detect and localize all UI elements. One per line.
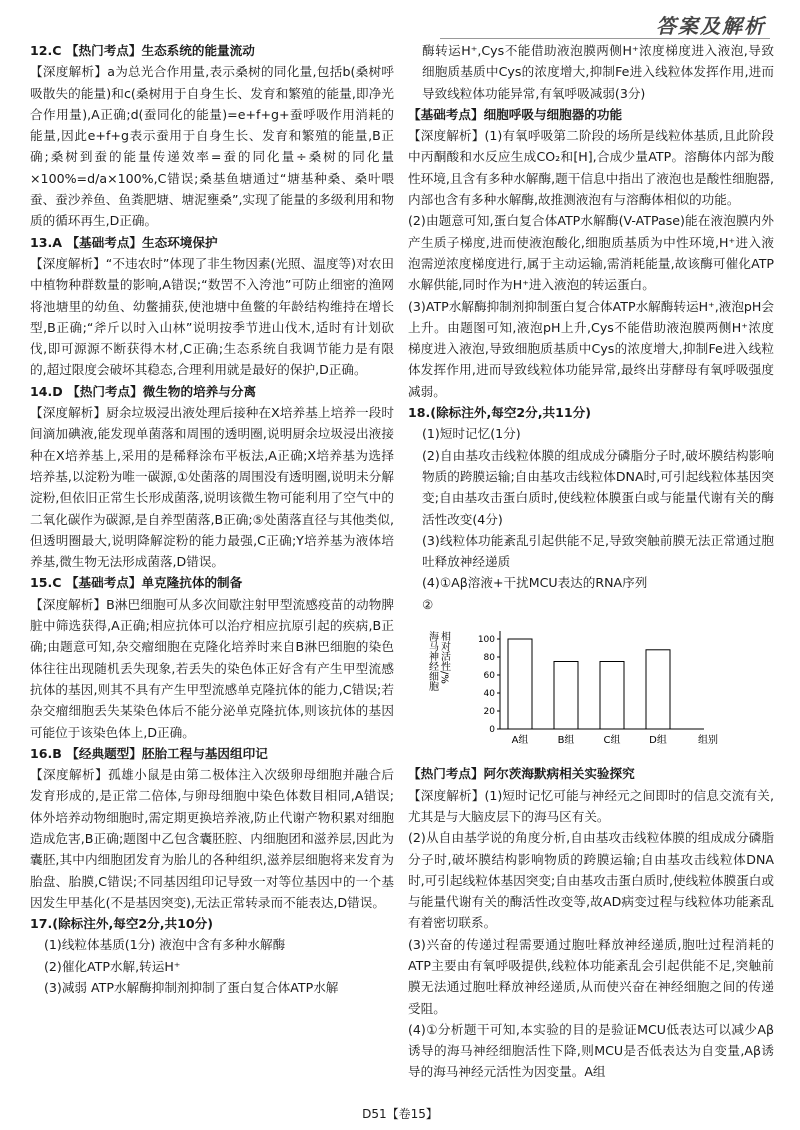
q18-answer-2: (2)自由基攻击线粒体膜的组成成分磷脂分子时,破坏膜结构影响物质的跨膜运输;自由基攻击线粒体DNA时,可引起线粒体基因突变;自由基攻击蛋白质时,使线粒体膜蛋白或与能量代谢有关的酶活性改变(4分) bbox=[422, 447, 774, 527]
q18-answer-4-1: (4)①Aβ溶液+干扰MCU表达的RNA序列 bbox=[422, 575, 648, 591]
x-tick-label: A组 bbox=[511, 735, 529, 747]
q18-heading: 18.(除标注外,每空2分,共11分) bbox=[408, 405, 592, 421]
bar bbox=[508, 639, 532, 729]
q12-heading: 12.C 【热门考点】生态系统的能量流动 bbox=[30, 43, 255, 58]
q18-topic: 【热门考点】阿尔茨海默病相关实验探究 bbox=[408, 766, 635, 782]
q13-analysis: 【深度解析】“不违农时”体现了非生物因素(光照、温度等)对农田中植物种群数量的影响,A错误;“数罟不入洿池”可防止细密的渔网将池塘里的幼鱼、幼鳖捕获,使池塘中鱼鳖的年龄结构维持在增长型,B正确;“斧斤以时入山林”说明按季节进山伐木,适时有计划砍伐,即可源源不断获得木材,C正确;生态系统自我调节能力是有限的,超过限度会破坏其稳态,合理利用就是最好的保护,D正确。 bbox=[30, 255, 394, 378]
y-tick-label: 0 bbox=[489, 725, 495, 736]
header-rule bbox=[440, 38, 770, 39]
y-axis-label-cont: 相对活性/% bbox=[438, 631, 450, 684]
q15-analysis: 【深度解析】B淋巴细胞可从多次间歇注射甲型流感疫苗的动物脾脏中筛选获得,A正确;相应抗体可以治疗相应抗原引起的疾病,B正确;由题意可知,杂交瘤细胞在克隆化培养时来自B淋巴细胞的染色体往往出现随机丢失现象,若丢失的染色体正好含有产生甲型流感抗体的基因,则其不具有产生甲型流感单克隆抗体的能力,C错误;若杂交瘤细胞丢失某染色体后不能分泌单克隆抗体,则该抗体的基因可能位于该染色体上,D正确。 bbox=[30, 596, 394, 740]
y-tick-label: 100 bbox=[477, 635, 495, 646]
bar-chart bbox=[422, 617, 718, 755]
q18-answer-3: (3)线粒体功能紊乱引起供能不足,导致突触前膜无法正常通过胞吐释放神经递质 bbox=[422, 532, 774, 570]
x-tick-label: B组 bbox=[557, 735, 575, 747]
page-header-title: 答案及解析 bbox=[656, 14, 766, 38]
y-tick-label: 60 bbox=[483, 671, 495, 682]
q17-answer-3: (3)减弱 ATP水解酶抑制剂抑制了蛋白复合体ATP水解 bbox=[44, 980, 339, 996]
q17-answer-3-cont: 酶转运H⁺,Cys不能借助液泡膜两侧H⁺浓度梯度进入液泡,导致细胞质基质中Cys的浓度增大,抑制Fe进入线粒体发挥作用,进而导致线粒体功能异常,有氧呼吸减弱(3分) bbox=[422, 43, 774, 101]
bar bbox=[554, 662, 578, 730]
q12-analysis: 【深度解析】a为总光合作用量,表示桑树的同化量,包括b(桑树呼吸散失的能量)和c(桑树用于自身生长、发育和繁殖的能量,即净光合作用量),A正确;d(蚕同化的能量)=e+f+g+蚕呼吸作用消耗的能量,因此e+f+g表示蚕用于自身生长、发育和繁殖的能量,B正确;桑树到蚕的能量传递效率=蚕的同化量÷桑树的同化量×100%=d/a×100%,C错误;桑基鱼塘通过“塘基种桑、桑叶喂蚕、蚕沙养鱼、鱼粪肥塘、塘泥壅桑”,实现了能量的多级利用和物质的循环再生,D正确。 bbox=[30, 64, 394, 229]
x-axis-label: 组别 bbox=[698, 735, 718, 747]
q14-analysis: 【深度解析】厨余垃圾浸出液处理后接种在X培养基上培养一段时间滴加碘液,能发现单菌落和周围的透明圈,说明厨余垃圾浸出液接种在X培养基上,采用的是稀释涂布平板法,A正确;X培养基为选择培养基,以淀粉为唯一碳源,①处菌落的周围没有透明圈,说明未分解淀粉,但依旧正常生长形成菌落,说明该微生物可能利用了空气中的二氧化碳作为碳源,是自养型菌落,B正确;⑤处菌落直径与其他类似,但透明圈最大,说明降解淀粉的能力最强,C正确;Y培养基为液体培养基,微生物无法形成菌落,D错误。 bbox=[30, 405, 394, 570]
q18-answer-4-2-label: ② bbox=[422, 596, 434, 612]
page-footer: D51【卷15】 bbox=[362, 1107, 438, 1121]
y-tick-label: 80 bbox=[483, 653, 495, 664]
q16-analysis: 【深度解析】孤雄小鼠是由第二极体注入次级卵母细胞并融合后发育形成的,是正常二倍体,与卵母细胞中染色体数目相同,A错误;体外培养动物细胞时,需定期更换培养液,防止代谢产物积累对细胞造成危害,B正确;题图中乙包含囊胚腔、内细胞团和滋养层,因此为囊胚,其中内细胞团发育为胎儿的各种组织,滋养层细胞将来发育为胎盘、胎膜,C错误;不同基因组印记导致一对等位基因中的一个基因发生甲基化(不是基因突变),无法正常转录而不能表达,D错误。 bbox=[30, 767, 394, 910]
q16-heading: 16.B 【经典题型】胚胎工程与基因组印记 bbox=[30, 745, 268, 761]
right-column bbox=[408, 40, 774, 1083]
left-column bbox=[30, 40, 394, 998]
q18-analysis-3: (3)兴奋的传递过程需要通过胞吐释放神经递质,胞吐过程消耗的ATP主要由有氧呼吸提供,线粒体功能紊乱会引起供能不足,突触前膜无法通过胞吐释放神经递质,从而使兴奋在神经细胞之间的传递受阻。 bbox=[408, 936, 774, 1016]
q17-analysis-3: (3)ATP水解酶抑制剂抑制蛋白复合体ATP水解酶转运H⁺,液泡pH会上升。由题图可知,液泡pH上升,Cys不能借助液泡膜两侧H⁺浓度梯度进入液泡,导致细胞质基质中Cys的浓度增大,抑制Fe进入线粒体发挥作用,进而导致线粒体功能异常,最终出芽酵母有氧呼吸强度减弱。 bbox=[408, 298, 774, 399]
q18-analysis-4: (4)①分析题干可知,本实验的目的是验证MCU低表达可以减少Aβ诱导的海马神经细胞活性下降,则MCU是否低表达为自变量,Aβ诱导的海马神经元活性为因变量。A组 bbox=[408, 1021, 774, 1080]
q17-answer-1: (1)线粒体基质(1分) 液泡中含有多种水解酶 bbox=[44, 937, 286, 953]
q17-analysis-1: 【深度解析】(1)有氧呼吸第二阶段的场所是线粒体基质,且此阶段中丙酮酸和水反应生成CO₂和[H],合成少量ATP。溶酶体内部为酸性环境,且含有多种水解酶,题干信息中指出了液泡也是酸性细胞器,内部也含有多种水解酶,故推测液泡有与溶酶体相似的功能。 bbox=[408, 128, 774, 208]
bar-chart-container bbox=[422, 617, 774, 761]
q18-analysis-1: 【深度解析】(1)短时记忆可能与神经元之间即时的信息交流有关,尤其是与大脑皮层下的海马区有关。 bbox=[408, 787, 774, 824]
q17-heading: 17.(除标注外,每空2分,共10分) bbox=[30, 916, 214, 932]
x-tick-label: D组 bbox=[649, 735, 667, 747]
y-tick-label: 40 bbox=[483, 689, 495, 700]
q17-analysis-2: (2)由题意可知,蛋白复合体ATP水解酶(V-ATPase)能在液泡膜内外产生质子梯度,进而使液泡酸化,细胞质基质为中性环境,H⁺进入液泡需逆浓度梯度进行,属于主动运输,需消耗能量,故该酶可催化ATP水解供能,同时作为H⁺进入液泡的转运蛋白。 bbox=[408, 213, 774, 293]
q15-heading: 15.C 【基础考点】单克隆抗体的制备 bbox=[30, 575, 243, 591]
q18-analysis-2: (2)从自由基学说的角度分析,自由基攻击线粒体膜的组成成分磷脂分子时,破坏膜结构影响物质的跨膜运输;自由基攻击线粒体DNA时,可引起线粒体基因突变;自由基攻击蛋白质时,使线粒体膜蛋白或与能量代谢有关的酶活性改变等,故AD病变过程与线粒体功能紊乱有着密切联系。 bbox=[408, 830, 774, 931]
x-tick-label: C组 bbox=[603, 735, 621, 747]
q14-heading: 14.D 【热门考点】微生物的培养与分离 bbox=[30, 383, 257, 399]
bar bbox=[600, 662, 624, 730]
q18-answer-1: (1)短时记忆(1分) bbox=[422, 426, 521, 442]
y-axis-label: 海马神经细胞 bbox=[426, 631, 438, 692]
q13-heading: 13.A 【基础考点】生态环境保护 bbox=[30, 234, 218, 250]
q17-topic: 【基础考点】细胞呼吸与细胞器的功能 bbox=[408, 106, 623, 122]
y-tick-label: 20 bbox=[483, 707, 495, 718]
q17-answer-2: (2)催化ATP水解,转运H⁺ bbox=[44, 958, 181, 974]
bar bbox=[646, 650, 670, 729]
